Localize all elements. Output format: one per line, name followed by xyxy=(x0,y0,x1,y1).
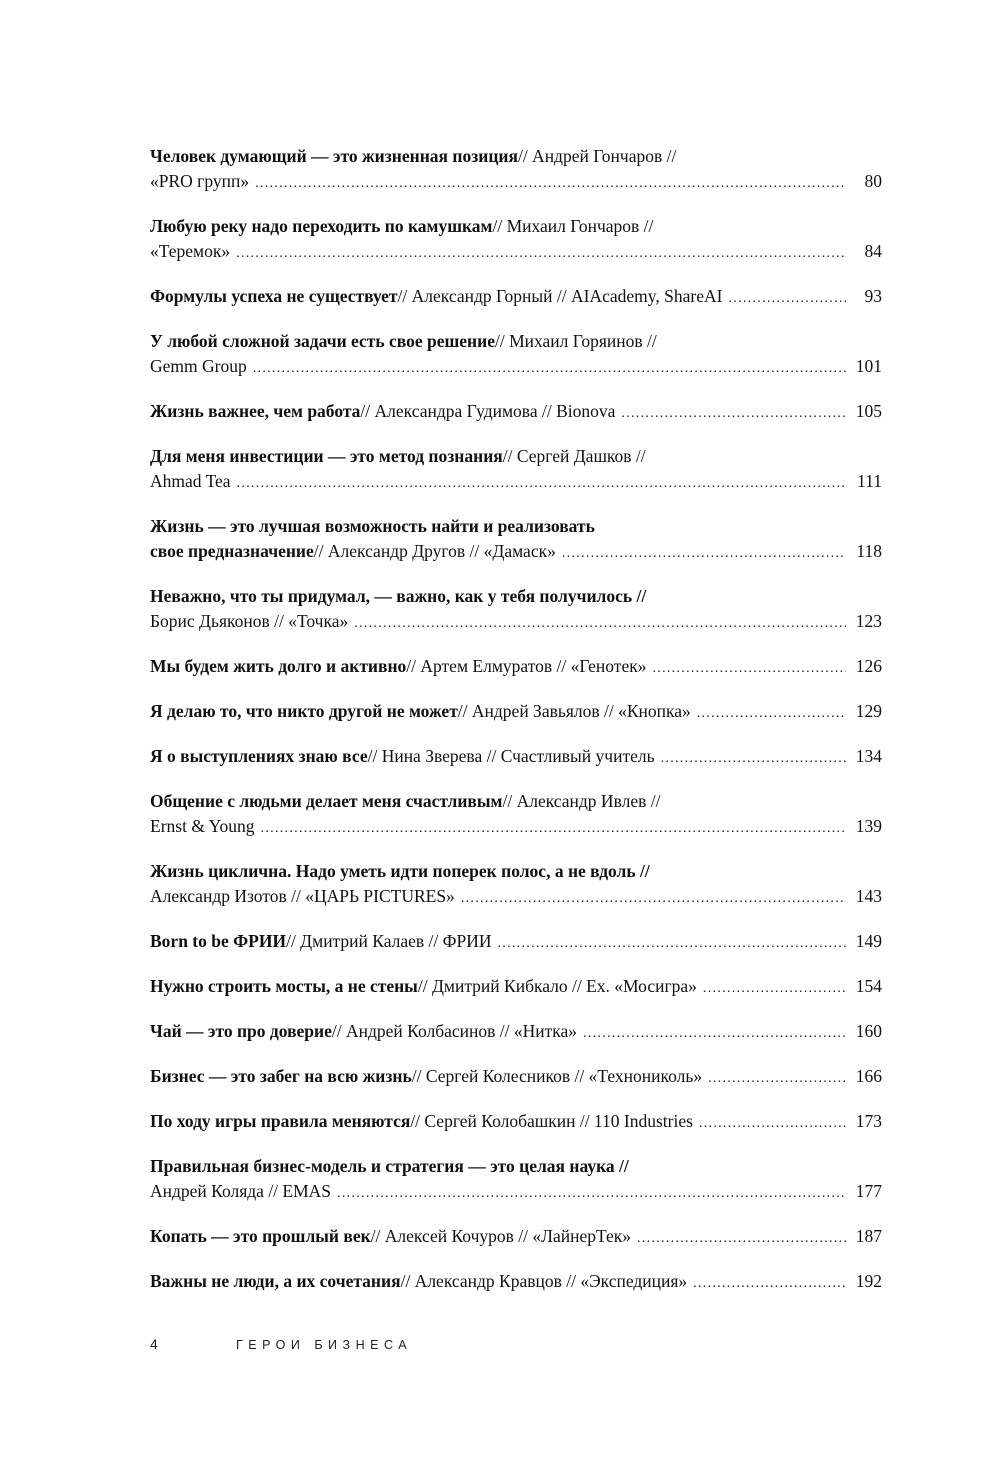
toc-entry-line xyxy=(150,859,882,884)
toc-entry-line xyxy=(150,1179,882,1206)
toc-entry-line xyxy=(150,929,882,956)
entry-page-number: 154 xyxy=(855,976,882,996)
entry-page-number: 192 xyxy=(855,1271,882,1291)
toc-entry-line xyxy=(150,239,882,266)
toc-entry-line xyxy=(150,699,882,726)
toc-entry[interactable] xyxy=(150,284,882,311)
toc-entry-line xyxy=(150,144,882,169)
entry-page-number: 173 xyxy=(855,1111,882,1131)
toc-entry[interactable] xyxy=(150,1019,882,1046)
entry-author: // Нина Зверева // Счастливый учитель xyxy=(367,746,655,766)
page-number: 4 xyxy=(150,1336,158,1352)
dot-leader xyxy=(652,654,846,681)
entry-page-number: 123 xyxy=(855,611,882,631)
entry-page-number: 139 xyxy=(855,816,882,836)
entry-page-number: 187 xyxy=(855,1226,882,1246)
entry-page-number: 80 xyxy=(864,171,882,191)
entry-author: Александр Изотов // «ЦАРЬ PICTURES» xyxy=(150,886,455,906)
toc-entry[interactable] xyxy=(150,1224,882,1251)
entry-title: Любую реку надо переходить по камушкам xyxy=(150,216,493,236)
toc-entry-line xyxy=(150,974,882,1001)
running-head: ГЕРОИ БИЗНЕСА xyxy=(236,1338,413,1352)
toc-entry-line xyxy=(150,814,882,841)
entry-page-number: 84 xyxy=(864,241,882,261)
toc-entry-line xyxy=(150,399,882,426)
entry-title-continued: свое предназначение xyxy=(150,541,314,561)
entry-title: Я делаю то, что никто другой не может xyxy=(150,701,458,721)
entry-author: Борис Дьяконов // «Точка» xyxy=(150,611,349,631)
entry-author: «Теремок» xyxy=(150,241,231,261)
entry-page-number: 149 xyxy=(855,931,882,951)
toc-entry[interactable] xyxy=(150,929,882,956)
dot-leader xyxy=(253,354,846,381)
entry-author: // Дмитрий Кибкало // Ex. «Мосигра» xyxy=(417,976,697,996)
entry-title: Неважно, что ты придумал, — важно, как у тебя получилось // xyxy=(150,586,647,606)
page-footer xyxy=(150,1336,412,1356)
dot-leader xyxy=(637,1224,846,1251)
dot-leader xyxy=(703,974,846,1001)
toc-entry-line xyxy=(150,539,882,566)
dot-leader xyxy=(261,814,846,841)
entry-title: У любой сложной задачи есть свое решение xyxy=(150,331,495,351)
entry-page-number: 126 xyxy=(855,656,882,676)
entry-title: Человек думающий — это жизненная позиция xyxy=(150,146,518,166)
toc-entry-line xyxy=(150,1269,882,1296)
entry-page-number: 93 xyxy=(864,286,882,306)
entry-author: // Михаил Горяинов // xyxy=(494,331,657,351)
entry-page-number: 166 xyxy=(855,1066,882,1086)
entry-title: Копать — это прошлый век xyxy=(150,1226,371,1246)
entry-author: // Артем Елмуратов // «Генотек» xyxy=(406,656,647,676)
toc-entry[interactable] xyxy=(150,1064,882,1091)
toc-entry-line xyxy=(150,514,882,539)
entry-page-number: 118 xyxy=(856,541,882,561)
toc-entry[interactable] xyxy=(150,444,882,496)
toc-entry-line xyxy=(150,169,882,196)
toc-entry-line xyxy=(150,884,882,911)
toc-entry[interactable] xyxy=(150,214,882,266)
entry-author: // Михаил Гончаров // xyxy=(492,216,654,236)
dot-leader xyxy=(237,469,846,496)
entry-author: Ernst & Young xyxy=(150,816,255,836)
entry-title: Нужно строить мосты, а не стены xyxy=(150,976,418,996)
entry-author: // Александр Горный // AIAcademy, ShareAI xyxy=(397,286,723,306)
toc-entry-line xyxy=(150,1109,882,1136)
toc-entry[interactable] xyxy=(150,699,882,726)
toc-entry[interactable] xyxy=(150,1109,882,1136)
toc-entry[interactable] xyxy=(150,654,882,681)
entry-title: Я о выступлениях знаю все xyxy=(150,746,368,766)
entry-page-number: 160 xyxy=(855,1021,882,1041)
toc-entry[interactable] xyxy=(150,974,882,1001)
entry-author: Андрей Коляда // EMAS xyxy=(150,1181,332,1201)
entry-page-number: 105 xyxy=(855,401,882,421)
entry-author: «PRO групп» xyxy=(150,171,250,191)
entry-page-number: 143 xyxy=(855,886,882,906)
toc-entry[interactable] xyxy=(150,514,882,566)
toc-entry-line xyxy=(150,744,882,771)
dot-leader xyxy=(255,169,846,196)
dot-leader xyxy=(562,539,846,566)
toc-entry-line xyxy=(150,789,882,814)
entry-author: // Сергей Колобашкин // 110 Industries xyxy=(410,1111,693,1131)
toc-entry-line xyxy=(150,444,882,469)
entry-title: Важны не люди, а их сочетания xyxy=(150,1271,401,1291)
dot-leader xyxy=(699,1109,846,1136)
entry-title: Общение с людьми делает меня счастливым xyxy=(150,791,503,811)
entry-title: Для меня инвестиции — это метод познания xyxy=(150,446,503,466)
toc-entry-line xyxy=(150,469,882,496)
entry-title: Чай — это про доверие xyxy=(150,1021,332,1041)
entry-page-number: 177 xyxy=(855,1181,882,1201)
toc-entry-line xyxy=(150,354,882,381)
entry-author: // Сергей Колесников // «Технониколь» xyxy=(411,1066,703,1086)
entry-author: // Андрей Колбасинов // «Нитка» xyxy=(331,1021,578,1041)
toc-entry[interactable] xyxy=(150,744,882,771)
toc-entry-line xyxy=(150,284,882,311)
toc-entry-line xyxy=(150,1019,882,1046)
entry-author: // Андрей Завьялов // «Кнопка» xyxy=(457,701,691,721)
entry-title: Формулы успеха не существует xyxy=(150,286,398,306)
dot-leader xyxy=(354,609,846,636)
dot-leader xyxy=(661,744,846,771)
entry-page-number: 129 xyxy=(855,701,882,721)
toc-entry[interactable] xyxy=(150,1269,882,1296)
table-of-contents xyxy=(150,144,882,1296)
entry-author: Gemm Group xyxy=(150,356,247,376)
toc-entry[interactable] xyxy=(150,859,882,911)
toc-entry-line xyxy=(150,1224,882,1251)
toc-entry[interactable] xyxy=(150,144,882,196)
toc-entry[interactable] xyxy=(150,329,882,381)
toc-entry[interactable] xyxy=(150,399,882,426)
toc-entry-line xyxy=(150,329,882,354)
entry-author: // Дмитрий Калаев // ФРИИ xyxy=(286,931,492,951)
entry-author: // Сергей Дашков // xyxy=(502,446,646,466)
entry-title: Born to be ФРИИ xyxy=(150,931,287,951)
entry-author: // Александр Ивлев // xyxy=(502,791,661,811)
entry-title: Жизнь циклична. Надо уметь идти поперек полос, а не вдоль // xyxy=(150,861,650,881)
dot-leader xyxy=(697,699,846,726)
dot-leader xyxy=(583,1019,846,1046)
toc-entry-line xyxy=(150,1154,882,1179)
entry-author: // Алексей Кочуров // «ЛайнерТек» xyxy=(370,1226,632,1246)
dot-leader xyxy=(461,884,846,911)
entry-author: // Александр Другов // «Дамаск» xyxy=(313,541,556,561)
dot-leader xyxy=(728,284,846,311)
entry-author: // Андрей Гончаров // xyxy=(517,146,677,166)
entry-title: По ходу игры правила меняются xyxy=(150,1111,411,1131)
toc-entry-line xyxy=(150,1064,882,1091)
dot-leader xyxy=(621,399,846,426)
entry-title: Бизнес — это забег на всю жизнь xyxy=(150,1066,412,1086)
dot-leader xyxy=(497,929,846,956)
dot-leader xyxy=(693,1269,846,1296)
entry-author: // Александра Гудимова // Bionova xyxy=(360,401,616,421)
entry-title: Мы будем жить долго и активно xyxy=(150,656,407,676)
entry-title: Правильная бизнес-модель и стратегия — это целая наука // xyxy=(150,1156,629,1176)
entry-page-number: 134 xyxy=(855,746,882,766)
toc-entry-line xyxy=(150,214,882,239)
entry-author: // Александр Кравцов // «Экспедиция» xyxy=(400,1271,688,1291)
toc-entry[interactable] xyxy=(150,789,882,841)
dot-leader xyxy=(337,1179,846,1206)
entry-page-number: 111 xyxy=(857,471,882,491)
entry-title: Жизнь — это лучшая возможность найти и реализовать xyxy=(150,516,595,536)
toc-entry[interactable] xyxy=(150,1154,882,1206)
toc-entry[interactable] xyxy=(150,584,882,636)
entry-title: Жизнь важнее, чем работа xyxy=(150,401,361,421)
entry-author: Ahmad Tea xyxy=(150,471,231,491)
dot-leader xyxy=(236,239,846,266)
toc-entry-line xyxy=(150,609,882,636)
entry-page-number: 101 xyxy=(855,356,882,376)
toc-entry-line xyxy=(150,654,882,681)
toc-entry-line xyxy=(150,584,882,609)
dot-leader xyxy=(708,1064,846,1091)
